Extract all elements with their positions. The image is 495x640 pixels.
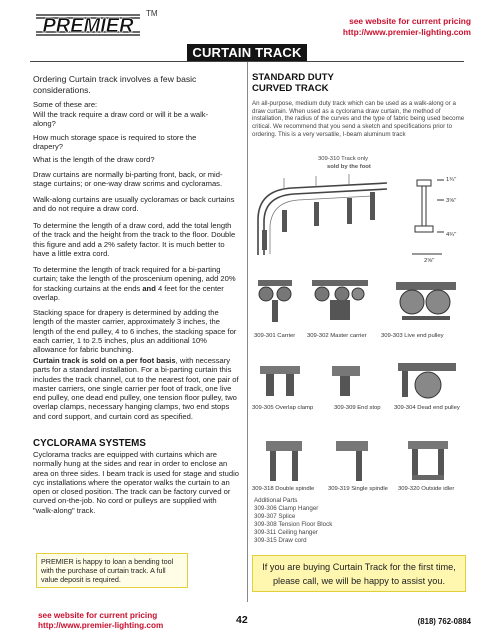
page-number: 42 [236, 614, 248, 626]
promo-line-2: please call, we will be happy to assist you. [272, 576, 446, 586]
cord-length-paragraph: To determine the length of a draw cord, add the total length of the track and the height from the track to the floor. Double this figure and add a 2% safety factor. It is much better to have a little extra cord. [33, 221, 236, 258]
cyclorama-paragraph: Cyclorama tracks are equipped with curtains which are normally hung at the sides and rear in order to enclose an area on three sides. I beam track is used for stage and studio cyc installations where the operator walks the curtain to an open or closed position. The track can be factory curved or curved on-the-job. No cord or pulleys are supplied with "walk-along" track. [33, 450, 239, 515]
cyclorama-title: CYCLORAMA SYSTEMS [33, 438, 146, 449]
end-stop-image [326, 360, 366, 400]
dim-1: 1¾" [446, 177, 457, 183]
additional-parts-title: Additional Parts [254, 497, 298, 504]
trademark: TM [146, 9, 158, 18]
logo-text: PREMIER [42, 15, 134, 37]
list-item: 309-315 Draw cord [254, 537, 307, 544]
header-website-link[interactable]: http://www.premier-lighting.com [342, 27, 471, 37]
single-spindle-image [332, 437, 372, 485]
outside-idler-caption: 309-320 Outside idler [398, 486, 455, 492]
dim-4: 2⅝" [424, 258, 435, 264]
section-title-line1: STANDARD DUTY [252, 72, 334, 83]
header-web-info [343, 16, 471, 38]
walk-along-paragraph: Walk-along curtains are usually cycloramas or back curtains and do not require a draw cord. [33, 195, 235, 214]
dead-end-pulley-caption: 309-304 Dead end pulley [394, 405, 460, 411]
double-spindle-image [262, 437, 306, 485]
live-end-pulley-image [392, 272, 462, 328]
question-draw-cord: Will the track require a draw cord or will it be a walk-along? [33, 110, 209, 129]
overlap-clamp-caption: 309-305 Overlap clamp [252, 405, 314, 411]
phone-number: (818) 762-0884 [417, 617, 471, 626]
question-storage: How much storage space is required to store the drapery? [33, 133, 197, 152]
sold-per-foot-paragraph: Curtain track is sold on a per foot basis, with necessary parts for a standard installation. For a bi-parting curtain this includes the track channel, cut to the nearest foot, one pair of master carriers, one single carrier per foot of track, one live end pulley, one dead end pulley, one tension floor pulley, two overlap clamps, necessary hanging clamps, two end stops and cord support, and curtain cord as specified. [33, 356, 239, 421]
track-description: An all-purpose, medium duty track which can be used as a walk-along or a draw curtain. When used as a cyclorama draw curtain, the method of installation, the radius of the curves and the type of fabric being used become critical. We recommend that you send a sketch and specifications prior to ordering. This is a very versatile, I-beam aluminum track [252, 100, 465, 138]
track-length-paragraph: To determine the length of track required for a bi-parting curtain; take the length of the proscenium opening, add 20% for stacking curtains at the ends and 4 feet for the center overlap. [33, 265, 236, 302]
first-time-buyer-promo [252, 555, 466, 592]
question-cord-length: What is the length of the draw cord? [33, 155, 155, 164]
single-spindle-caption: 309-319 Single spindle [328, 486, 388, 492]
bending-tool-callout: PREMIER is happy to loan a bending tool with the purchase of curtain track. A full value deposit is required. [36, 553, 188, 588]
carrier-caption: 309-301 Carrier [254, 333, 296, 339]
header-pricing-note: see website for current pricing [349, 16, 471, 26]
dead-end-pulley-image [394, 355, 462, 403]
track-part-code: 309-310 Track only [318, 156, 369, 162]
master-carrier-caption: 309-302 Master carrier [307, 333, 367, 339]
list-item: 309-308 Tension Floor Block [254, 521, 333, 528]
section-title-line2: CURVED TRACK [252, 83, 329, 94]
list-item: 309-306 Clamp Hanger [254, 505, 319, 512]
some-these-label: Some of these are: [33, 100, 98, 109]
footer-web-info [38, 611, 163, 631]
footer-website-link[interactable]: http://www.premier-lighting.com [38, 621, 164, 630]
carrier-image [254, 272, 298, 328]
footer-pricing-note: see website for current pricing [38, 611, 158, 620]
column-divider [247, 62, 248, 602]
intro-text: Ordering Curtain track involves a few basic considerations. [33, 74, 197, 95]
master-carrier-image [308, 272, 372, 328]
additional-parts-list [254, 497, 332, 545]
list-item: 309-307 Splice [254, 513, 296, 520]
dim-2: 3⅝" [446, 198, 457, 204]
stacking-paragraph: Stacking space for drapery is determined by adding the length of the master carrier, approximately 3 inches, the length of the end pulley, 4 to 6 inches, the stacking space for each carrier, 1 to 2.5 inches, plus an additional 10% allowance for fabric bunching. [33, 308, 237, 355]
overlap-clamp-image [256, 360, 306, 400]
list-item: 309-311 Ceiling hanger [254, 529, 318, 536]
page-title: CURTAIN TRACK [187, 44, 307, 61]
premier-logo [34, 10, 142, 40]
outside-idler-image [404, 437, 452, 485]
end-stop-caption: 309-309 End stop [334, 405, 381, 411]
dim-3: 4¾" [446, 232, 457, 238]
live-end-pulley-caption: 309-303 Live end pulley [381, 333, 444, 339]
promo-line-1: If you are buying Curtain Track for the first time, [262, 562, 456, 572]
double-spindle-caption: 309-318 Double spindle [252, 486, 315, 492]
draw-curtains-paragraph: Draw curtains are normally bi-parting front, back, or mid-stage curtains; or one-way draw scrims and cycloramas. [33, 170, 223, 189]
track-sold-note: sold by the foot [327, 164, 371, 170]
